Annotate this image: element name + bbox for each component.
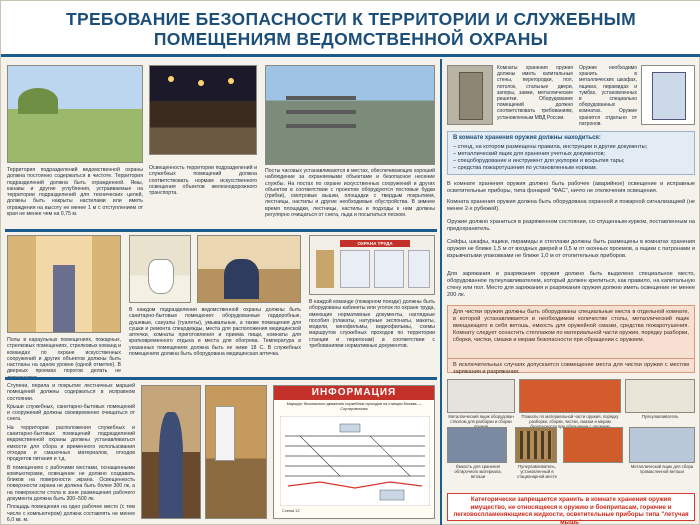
sanitary-caption: В каждом подразделении ведомственной охраны должны быть санитарно-бытовые помещения: оборудованные гардеробные, душевые, санузлы (туалеты), умывальные, а также помещения для сушки и ремонта спецодежды, места для расположения медицинской аптечки, комнаты приготовления и приема пищи, комнаты для кратковременного отдыха и места для обогрева. Температура в указанных помещениях должна быть не ниже 18 С. В служебных помещениях должна быть оборудована медицинская аптечка. bbox=[129, 307, 301, 358]
rag-container-photo bbox=[447, 427, 507, 463]
exception-highlight bbox=[447, 359, 695, 373]
stairs-workplaces-text bbox=[7, 383, 135, 521]
room-contents-header: В комнате хранения оружия должны находиться: bbox=[453, 135, 601, 141]
territory-photo bbox=[7, 65, 143, 163]
bullet-trap-photo bbox=[625, 379, 695, 413]
photo-caption-4: Ёмкость для хранения обтирочного материала, ветоши bbox=[454, 464, 502, 479]
area-caption: Площадь помещения на одно рабочее место (с тем числе с компьютером) должна составлять не менее 6,0 кв. м. bbox=[7, 504, 135, 523]
map-subtitle: Маршрут безопасного движения служебных проходов на станции Москва — Сортировочная bbox=[286, 402, 422, 411]
title-line-1: ТРЕБОВАНИЕ БЕЗОПАСНОСТИ К ТЕРРИТОРИИ И СЛУЖЕБНЫМ bbox=[66, 9, 636, 29]
cleaning-room-text: Для чистки оружия должны быть оборудованы специальные места в отдельной комнате, в которой устанавливается в необходимом количестве столы, металлический ящик вмещающего в себя ветошь, емкость для оружейной смазки, средства пожаротушения. Комнату следует оснастить стеллажом по материальной части оружия, порядку разборки, сборки, чистки, смазки и мерам безопасности при обращении с оружием. bbox=[453, 309, 689, 343]
photo-caption-6: Металлический ящик для сбора промасленной ветоши bbox=[630, 464, 694, 474]
title-line-2: ПОМЕЩЕНИЯМ ВЕДОМСТВЕННОЙ ОХРАНЫ bbox=[153, 29, 549, 49]
lighting-photo bbox=[149, 65, 257, 155]
fixed-bullet-trap-photo bbox=[515, 427, 557, 463]
stairs-caption: Ступени, перила и покрытие лестничных маршей помещений должны содержаться в исправном состоянии. bbox=[7, 383, 135, 402]
corridor-caption: Полы в караульных помещениях, пожарных, стрелковых помещениях, стрелковых команд и командах по охране искусственных сооружений и других объектов должны быть настланы на одном уровне (одной отметке). В дверных проемах порогов делать не bbox=[7, 337, 121, 375]
workplaces-caption: На территории расположения служебных и санитарно-бытовых помещений подразделений ведомственной охраны должны устанавливаться емкости для сбора и временного использования отходов и смазочных материалов, отходов продуктов питания и т.д. bbox=[7, 424, 135, 463]
row-rule-2 bbox=[5, 377, 437, 380]
trap-box-photo bbox=[563, 427, 623, 463]
guard-post-photo bbox=[265, 65, 435, 165]
lighting-requirement: В комнате хранения оружия должно быть рабочее (аварийное) освещение и исправные осветительные приборы, типа фонарей "ФАС", ничто не отключения освещения. bbox=[447, 181, 695, 194]
cleaning-table-photo bbox=[447, 379, 515, 413]
room-contents-item: – металлический ящик для хранения учетных документов; bbox=[453, 151, 689, 158]
title-band bbox=[1, 1, 700, 57]
rest-room-photo bbox=[197, 235, 301, 303]
board-heading: ОХРАНА ТРУДА bbox=[340, 240, 410, 247]
placement-requirement: Сейфы, шкафы, ящики, пирамиды и стеллажи должны быть размещены в комнатах хранения оружия не ближе 1,5 м от входных дверей и 0,5 м от оконных проемов, а ящики с патронами и взрывчатыми упаковками не ближе 1,0 м от отопительных приборов. bbox=[447, 239, 695, 259]
board-panel-3 bbox=[408, 250, 430, 288]
room-contents-item: – спецоборудование и инструмент для укупорки и вскрытия тары; bbox=[453, 158, 689, 165]
alarm-requirement: Комната хранения оружия должна быть оборудована охранной и пожарной сигнализацией (не менее 2-х рубежей). bbox=[447, 199, 695, 212]
safety-board-photo bbox=[309, 235, 435, 295]
column-divider bbox=[440, 59, 442, 525]
officer-photo bbox=[141, 385, 201, 519]
weapon-cabinet-photo bbox=[641, 65, 695, 125]
territory-caption: Территория подразделений ведомственной охраны должна постоянно содержаться в чистоте. Территория подразделений должна быть огражденной. Ямы, канавы и другие углубления, устраиваемые на территории подразделений для технических целей, должны быть накрыты настилами или иметь ограждения на высоту не менее 1 м с отступлением от края не менее чем на 0,75 м. bbox=[7, 167, 143, 218]
photo-caption-1: Металлический ящик оборудован стволом для разборки и сборки bbox=[448, 414, 514, 424]
photo-caption-3: Пулеулавливатель bbox=[641, 414, 679, 419]
lighting-caption: Освещенность территории подразделений и служебных помещений должна соответствовать нормам искусственного освещения объектов железнодорожного транспорта. bbox=[149, 165, 257, 197]
photo-caption-2: Плакаты по материальной части оружия, порядку разборки, сборки, чистки, смазки и мерам при bbox=[521, 414, 619, 429]
row-rule-1 bbox=[5, 229, 437, 232]
prohibition-warning: Категорически запрещается хранить в комнате хранения оружия имущество, не относящееся к оружию и боеприпасам, горючие и легковоспламеняющиеся жидкости, осветительные приборы типа "летучая мышь" bbox=[447, 493, 695, 521]
safety-board-caption: В каждой команде (пожарном поезде) должны быть оборудованы кабинеты или уголок по охране труда, имеющие нормативные документы, наглядные пособия (плакаты, натурные экспонаты, макеты, модели, кинофильмы, видеофильмы, схемы маршрутов служебных проходов по территории станции и перегонам) в соответствии с требованиями нормативных документов. bbox=[309, 299, 435, 350]
exception-text: В исключительных случаях допускается совмещение места для чистки оружия с местом заряжания и разряжания. bbox=[453, 362, 689, 375]
computers-caption: В помещениях с рабочими местами, оснащенными компьютерами, освещение не должно создавать бликов на поверхности экрана. Освещенность поверхности экрана не должна быть более 300 лк, а на поверхности стола в зоне размещения рабочего документа должна быть 300–500 лк. bbox=[7, 464, 135, 503]
cleaning-room-highlight bbox=[447, 305, 695, 359]
rooms-requirements-text: Комнаты хранения оружия должны иметь капитальные стены, перегородки, пол, потолок, стальные двери, запоры, замки, металлические решетки. Оборудование помещений должно соответствовать требованиям, установленным МВД России. bbox=[497, 65, 573, 121]
unloaded-requirement: Оружие должно храниться в разряженном состоянии, со спущенным курком, поставленным на предохранитель. bbox=[447, 219, 695, 232]
photo-caption-5: Пулеулавливатель, установленный в стационарной месте bbox=[517, 464, 557, 479]
loading-place-requirement: Для заряжания и разряжания оружия должно быть выделено специальное место, оборудованное пулеулавливателем, который должен крепиться, как правило, на капитальную стену или пол. Место для заряжания и разряжания оружия должно иметь освещение не менее 200 лк. bbox=[447, 271, 695, 298]
roofs-caption: Крыши служебных, санитарно-бытовых помещений и сооружений должны своевременно очищаться от снега. bbox=[7, 403, 135, 423]
station-map-diagram bbox=[280, 416, 430, 506]
posters-photo bbox=[519, 379, 621, 413]
room-contents-item: – стенд, на котором размещены правила, инструкции и другие документы; bbox=[453, 144, 689, 151]
guard-post-caption: Посты часовых устанавливаются в местах, обеспечивающих хороший наблюдение за охраняемыми объектами и безопасное несение службы. На постах по охране искусственных сооружений и других объектов в соответствии с проектом оборудуются постовые будки (грибки), смотровые вышки, площадки с твердым покрытием, лестницы, настилы и другие необходимые обустройства. В зимнее время площадки, лестницы, настилы и подходы к ним должны регулярно очищаться от снега, льда и посыпаться песком. bbox=[265, 168, 435, 219]
map-title: ИНФОРМАЦИЯ bbox=[274, 386, 434, 400]
weapon-room-door-photo bbox=[447, 65, 493, 125]
board-panel-left bbox=[316, 250, 334, 288]
information-map bbox=[273, 385, 435, 519]
office-room-photo bbox=[205, 385, 267, 519]
oily-rag-box-photo bbox=[629, 427, 695, 463]
map-footer: Схема 12 bbox=[282, 508, 300, 513]
washroom-photo bbox=[129, 235, 191, 303]
room-contents-list bbox=[453, 144, 689, 172]
storage-requirements-text: Оружие необходимо хранить в металлических шкафах, ящиках, пирамидах и тумбах, установленных в специально оборудованных комнатах. Оружие хранится отдельно от патронов. bbox=[579, 65, 637, 127]
board-panel-1 bbox=[340, 250, 370, 288]
poster-title bbox=[11, 9, 691, 49]
room-contents-item: – средства пожаротушения по установленным нормам. bbox=[453, 165, 689, 172]
room-contents-box bbox=[447, 131, 695, 175]
corridor-photo bbox=[7, 235, 121, 333]
board-panel-2 bbox=[374, 250, 404, 288]
